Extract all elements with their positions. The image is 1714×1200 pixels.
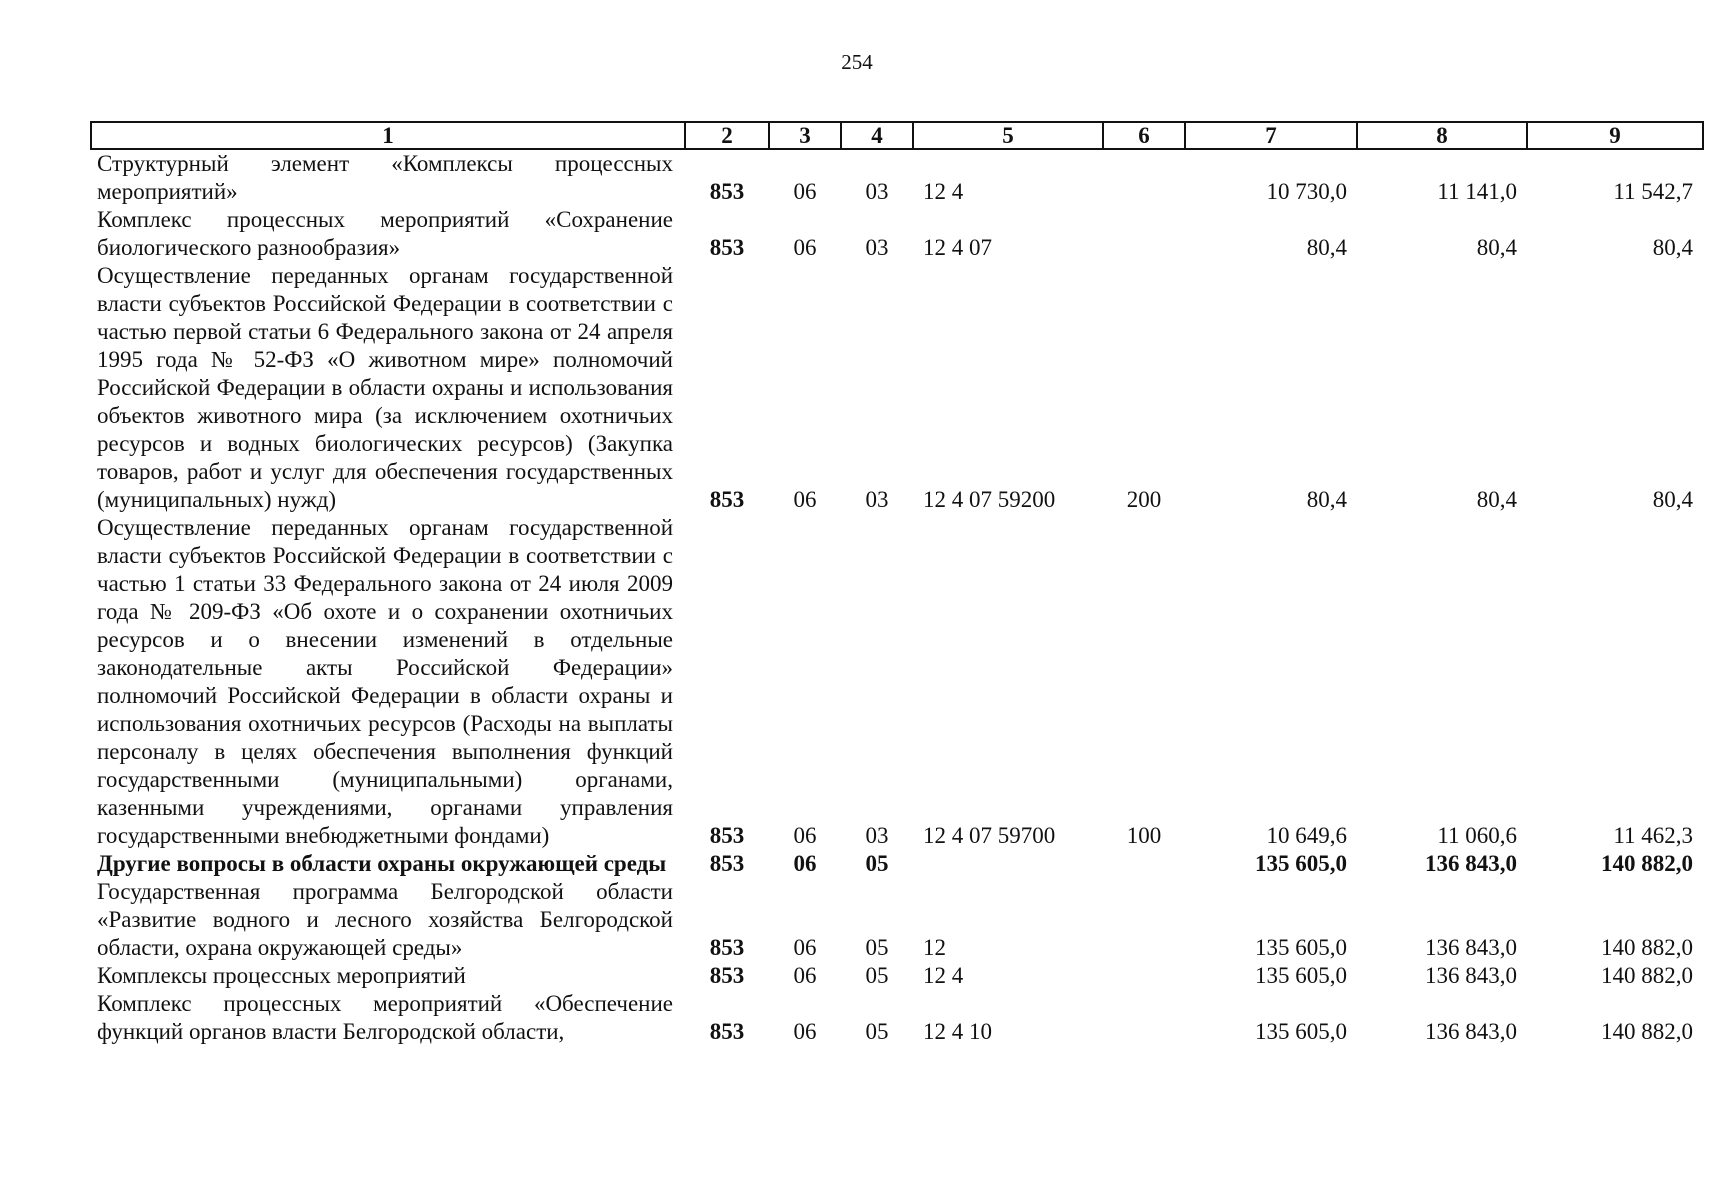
table-row [91,514,1703,850]
column-header-5: 5 [913,122,1103,149]
expense-type [1103,878,1185,962]
expense-type [1103,850,1185,878]
column-header-3: 3 [769,122,841,149]
column-header-7: 7 [1185,122,1357,149]
amount-year-2: 80,4 [1476,487,1517,512]
table-row [91,149,1703,206]
amount-year-3: 140 882,0 [1601,1019,1693,1044]
budget-table [90,121,1704,1046]
amount-year-2: 11 060,6 [1437,823,1517,848]
section-code: 06 [793,1019,817,1044]
amount-year-2: 80,4 [1476,235,1517,260]
amount-year-3: 80,4 [1652,487,1693,512]
admin-code: 853 [709,487,745,512]
table-row [91,962,1703,990]
expense-type: 100 [1126,823,1162,848]
expense-type: 200 [1126,487,1162,512]
column-header-8: 8 [1357,122,1527,149]
table-row [91,850,1703,878]
amount-year-2: 136 843,0 [1425,935,1517,960]
row-name: Государственная программа Белгородской области «Развитие водного и лесного хозяйства Белгородской области, охрана окружающей среды» [97,879,673,960]
subsection-code: 05 [865,935,889,960]
section-code: 06 [793,963,817,988]
amount-year-3: 11 542,7 [1613,179,1693,204]
amount-year-3: 11 462,3 [1613,823,1693,848]
row-name: Комплекс процессных мероприятий «Обеспечение функций органов власти Белгородской области, [97,991,673,1044]
admin-code: 853 [709,935,745,960]
amount-year-2: 136 843,0 [1425,1019,1517,1044]
row-name: Комплексы процессных мероприятий [97,963,466,988]
admin-code: 853 [709,823,745,848]
target-article: 12 4 [923,963,964,988]
row-name: Структурный элемент «Комплексы процессных мероприятий» [97,151,673,204]
subsection-code: 03 [865,823,889,848]
page-number: 254 [841,50,873,74]
subsection-code: 05 [865,963,889,988]
amount-year-3: 140 882,0 [1601,963,1693,988]
amount-year-1: 135 605,0 [1255,1019,1347,1044]
column-header-4: 4 [841,122,913,149]
row-name: Осуществление переданных органам государственной власти субъектов Российской Федерации в соответствии с частью первой статьи 6 Федерального закона от 24 апреля 1995 года № 52-ФЗ «О животном мире» полномочий Российской Федерации в области охраны и использования объектов животного мира (за исключением охотничьих ресурсов и водных биологических ресурсов) (Закупка товаров, работ и услуг для обеспечения государственных (муниципальных) нужд) [97,263,673,512]
section-code: 06 [793,851,817,876]
subsection-code: 05 [865,1019,889,1044]
column-header-9: 9 [1527,122,1703,149]
target-article: 12 4 07 [923,235,992,260]
subsection-code: 03 [865,487,889,512]
column-header-6: 6 [1103,122,1185,149]
table-row [91,990,1703,1046]
column-header-2: 2 [685,122,769,149]
amount-year-1: 10 730,0 [1266,179,1347,204]
section-code: 06 [793,235,817,260]
amount-year-3: 80,4 [1652,235,1693,260]
table-header-row [91,122,1703,149]
admin-code: 853 [709,179,745,204]
section-code: 06 [793,179,817,204]
subsection-code: 03 [865,179,889,204]
admin-code: 853 [709,963,745,988]
expense-type [1103,962,1185,990]
amount-year-1: 135 605,0 [1255,963,1347,988]
amount-year-3: 140 882,0 [1601,851,1693,876]
amount-year-2: 136 843,0 [1425,963,1517,988]
target-article: 12 4 07 59200 [923,487,1056,512]
table-row [91,206,1703,262]
column-header-1: 1 [91,122,685,149]
admin-code: 853 [709,851,745,876]
expense-type [1103,149,1185,206]
amount-year-1: 80,4 [1306,235,1347,260]
amount-year-1: 135 605,0 [1255,851,1347,876]
subsection-code: 03 [865,235,889,260]
expense-type [1103,990,1185,1046]
subsection-code: 05 [865,851,889,876]
row-name: Осуществление переданных органам государственной власти субъектов Российской Федерации в соответствии с частью 1 статьи 33 Федерального закона от 24 июля 2009 года № 209-ФЗ «Об охоте и о сохранении охотничьих ресурсов и о внесении изменений в отдельные законодательные акты Российской Федерации» полномочий Российской Федерации в области охраны и использования охотничьих ресурсов (Расходы на выплаты персоналу в целях обеспечения выполнения функций государственными (муниципальными) органами, казенными учреждениями, органами управления государственными внебюджетными фондами) [97,515,673,848]
table-body [91,149,1703,1046]
target-article: 12 4 [923,179,964,204]
amount-year-1: 10 649,6 [1266,823,1347,848]
target-article: 12 4 10 [923,1019,992,1044]
target-article: 12 4 07 59700 [923,823,1056,848]
row-name: Другие вопросы в области охраны окружающей среды [97,851,667,876]
amount-year-3: 140 882,0 [1601,935,1693,960]
amount-year-1: 80,4 [1306,487,1347,512]
admin-code: 853 [709,1019,745,1044]
amount-year-2: 136 843,0 [1425,851,1517,876]
admin-code: 853 [709,235,745,260]
target-article: 12 [923,935,946,960]
table-row [91,878,1703,962]
section-code: 06 [793,823,817,848]
amount-year-2: 11 141,0 [1437,179,1517,204]
expense-type [1103,206,1185,262]
section-code: 06 [793,935,817,960]
amount-year-1: 135 605,0 [1255,935,1347,960]
table-row [91,262,1703,514]
target-article [913,850,1103,878]
row-name: Комплекс процессных мероприятий «Сохранение биологического разнообразия» [97,207,673,260]
section-code: 06 [793,487,817,512]
